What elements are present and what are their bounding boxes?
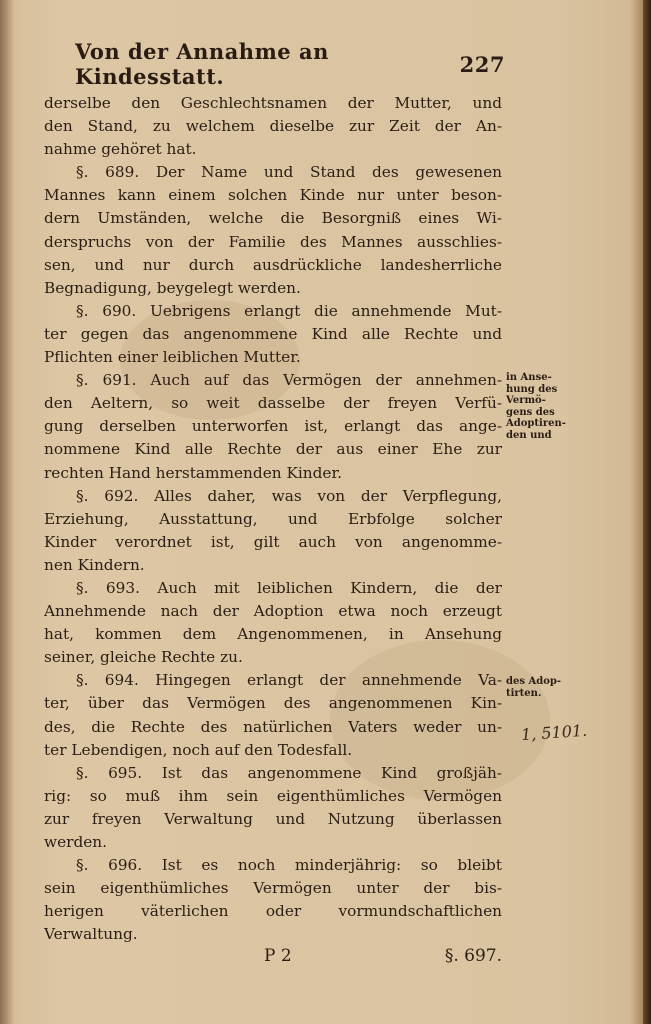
page-number: 227	[459, 51, 505, 77]
page-footer	[44, 946, 502, 972]
margin-note-line: den und	[506, 429, 552, 441]
text-line: nen Kindern.	[44, 555, 145, 574]
margin-note-line: in Ansе-	[506, 372, 552, 383]
text-line: Annehmende nach der Adoption etwa noch erzeugt	[44, 602, 502, 621]
text-line: ter gegen das angenommene Kind alle Rechte und	[44, 324, 502, 343]
margin-note-line: gens des	[506, 406, 555, 418]
text-line: Kinder verordnet ist, gilt auch von angenomme-	[44, 532, 502, 551]
text-line: §. 690. Uebrigens erlangt die annehmende Mut-	[76, 301, 502, 320]
spine-shadow	[0, 0, 14, 1024]
handwritten-note: 1, 5101.	[520, 720, 588, 745]
margin-note-line: des Adop-	[506, 676, 562, 687]
text-line: ter, über das Vermögen des angenommenen Kin-	[44, 694, 502, 713]
text-line: Pflichten einer leiblichen Mutter.	[44, 348, 301, 367]
text-line: §. 694. Hingegen erlangt der annehmende Va-	[76, 671, 502, 690]
text-line: des, die Rechte des natürlichen Vaters weder un-	[44, 717, 502, 736]
margin-note-line: tirten.	[506, 687, 542, 699]
body-text	[44, 92, 502, 946]
margin-note-1	[506, 372, 586, 441]
text-line: Erziehung, Ausstattung, und Erbfolge solcher	[44, 509, 502, 528]
text-line: sen, und nur durch ausdrückliche landesherrliche	[44, 255, 502, 274]
text-line: ter Lebendigen, noch auf den Todesfall.	[44, 740, 353, 759]
text-line: werden.	[44, 833, 108, 851]
text-line: seiner, gleiche Rechte zu.	[44, 648, 243, 667]
text-line: dern Umständen, welche die Besorgniß eines Wi-	[44, 209, 502, 228]
signature-mark: P 2	[264, 946, 292, 966]
text-line: nommene Kind alle Rechte der aus einer Ehe zur	[44, 440, 502, 459]
running-header	[75, 39, 505, 89]
text-line: §. 689. Der Name und Stand des gewesenen	[76, 163, 502, 182]
text-line: rig: so muß ihm sein eigenthümliches Vermögen	[44, 786, 502, 805]
text-line: herigen väterlichen oder vormundschaftlichen	[44, 902, 502, 921]
text-line: Mannes kann einem solchen Kinde nur unter beson-	[44, 186, 502, 205]
text-line: §. 695. Ist das angenommene Kind großjäh-	[76, 763, 502, 782]
text-line: rechten Hand herstammenden Kinder.	[44, 463, 342, 482]
text-line: §. 693. Auch mit leiblichen Kindern, die der	[76, 578, 502, 597]
margin-note-2	[506, 676, 586, 699]
text-line: nahme gehöret hat.	[44, 140, 197, 159]
text-line: den Aeltern, so weit dasselbe der freyen Verfü-	[44, 394, 502, 413]
header-title: Von der Annahme an Kindesstatt.	[75, 39, 329, 89]
book-edge	[643, 0, 651, 1024]
catchword: §. 697.	[444, 946, 502, 966]
text-line: gung derselben unterworfen ist, erlangt das ange-	[44, 417, 502, 436]
text-line: sein eigenthümliches Vermögen unter der bis-	[44, 879, 502, 898]
text-line: derselbe den Geschlechtsnamen der Mutter, und	[44, 94, 502, 112]
text-line: derspruchs von der Familie des Mannes ausschlies-	[44, 232, 502, 251]
text-line: §. 691. Auch auf das Vermögen der annehmen-	[76, 371, 502, 390]
text-line: §. 696. Ist es noch minderjährig: so bleibt	[76, 856, 502, 875]
text-line: Begnadigung, beygelegt werden.	[44, 278, 301, 297]
margin-note-line: Adoptiren-	[506, 418, 566, 429]
text-line: den Stand, zu welchem dieselbe zur Zeit der An-	[44, 117, 502, 136]
text-line: zur freyen Verwaltung und Nutzung überlassen	[44, 809, 502, 828]
margin-note-line: hung des	[506, 383, 558, 395]
text-line: Verwaltung.	[44, 925, 138, 944]
margin-note-line: Vermö-	[506, 395, 546, 406]
text-line: hat, kommen dem Angenommenen, in Ansehung	[44, 625, 502, 644]
text-line: §. 692. Alles daher, was von der Verpflegung,	[76, 486, 502, 505]
